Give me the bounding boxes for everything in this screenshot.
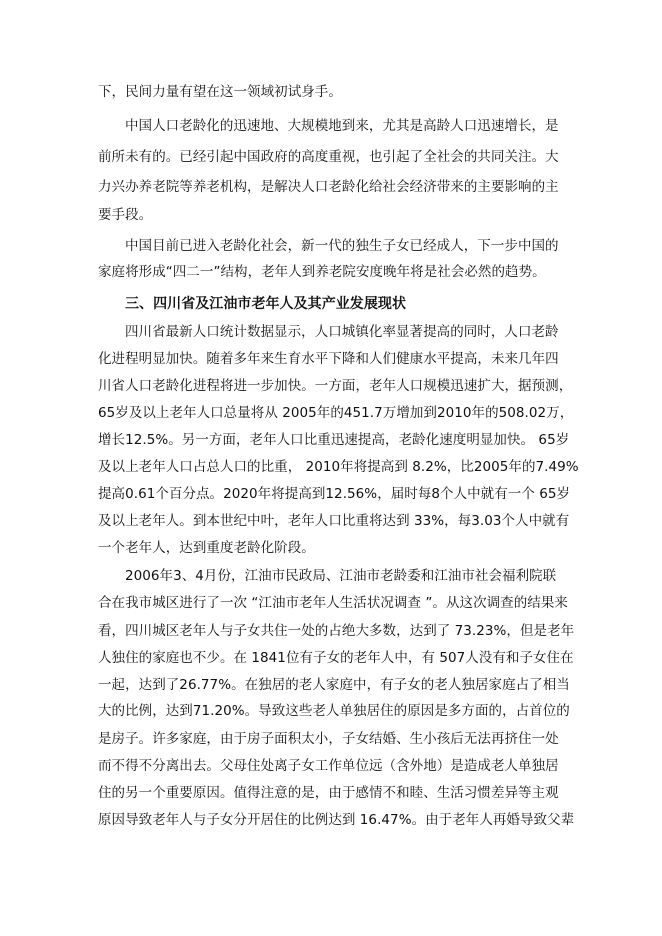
text-line: 看，四川城区老年人与子女共住一处的占绝大多数，达到了 73.23%，但是老年 — [98, 623, 575, 639]
text-line: 要手段。 — [98, 207, 153, 223]
text-line: 力兴办养老院等养老机构，是解决人口老龄化给社会经济带来的主要影响的主 — [98, 179, 559, 195]
text-line: 化进程明显加快。随着多年来生育水平下降和人们健康水平提高，未来几年四 — [98, 351, 559, 367]
text-line: 原因导致老年人与子女分开居住的比例达到 16.47%。由于老年人再婚导致父辈 — [98, 812, 575, 828]
text-line: 合在我市城区进行了一次 “江油市老年人生活状况调查 ”。从这次调查的结果来 — [98, 595, 568, 611]
text-line: 下，民间力量有望在这一领域初试身手。 — [98, 84, 342, 100]
text-line: 人独住的家庭也不少。在 1841位有子女的老年人中，有 507人没有和子女住在 — [98, 650, 574, 666]
text-line: 是房子。许多家庭，由于房子面积太小，子女结婚、生小孩后无法再挤住一处 — [98, 731, 559, 747]
text-line: 增长12.5%。另一方面，老年人口比重迅速提高，老龄化速度明显加快。 65岁 — [98, 432, 570, 448]
text-line: 65岁及以上老年人口总量将从 2005年的451.7万增加到2010年的508.02万， — [98, 405, 574, 421]
text-line: 川省人口老龄化进程将进一步加快。一方面，老年人口规模迅速扩大，据预测， — [98, 378, 573, 394]
paragraph-first-line: 中国人口老龄化的迅速地、大规模地到来，尤其是高龄人口迅速增长，是 — [125, 118, 559, 134]
text-line: 及以上老年人。到本世纪中叶，老年人口比重将达到 33%，每3.03个人中就有 — [98, 513, 570, 529]
text-line: 及以上老年人口占总人口的比重， 2010年将提高到 8.2%，比2005年的7.49% — [98, 459, 579, 475]
text-line: 而不得不分离出去。父母住处离子女工作单位远（含外地）是造成老人单独居 — [98, 758, 559, 774]
section-heading: 三、四川省及江油市老年人及其产业发展现状 — [125, 296, 406, 312]
text-line: 大的比例，达到71.20%。导致这些老人单独居住的原因是多方面的，占首位的 — [98, 703, 570, 719]
paragraph-first-line: 中国目前已进入老龄化社会，新一代的独生子女已经成人，下一步中国的 — [125, 238, 559, 254]
text-line: 住的另一个重要原因。值得注意的是，由于感情不和睦、生活习惯差异等主观 — [98, 785, 559, 801]
paragraph-first-line: 2006年3、4月份，江油市民政局、江油市老龄委和江油市社会福利院联 — [125, 568, 557, 584]
text-line: 前所未有的。已经引起中国政府的高度重视，也引起了全社会的共同关注。大 — [98, 149, 559, 165]
paragraph-first-line: 四川省最新人口统计数据显示，人口城镇化率显著提高的同时，人口老龄 — [125, 324, 559, 340]
text-line: 一个老年人，达到重度老龄化阶段。 — [98, 540, 315, 556]
text-line: 提高0.61个百分点。2020年将提高到12.56%，届时每8个人中就有一个 65岁 — [98, 486, 571, 502]
text-line: 家庭将形成“四二一”结构，老年人到养老院安度晚年将是社会必然的趋势。 — [98, 264, 546, 280]
text-line: 一起，达到了26.77%。在独居的老人家庭中，有子女的老人独居家庭占了相当 — [98, 677, 570, 693]
